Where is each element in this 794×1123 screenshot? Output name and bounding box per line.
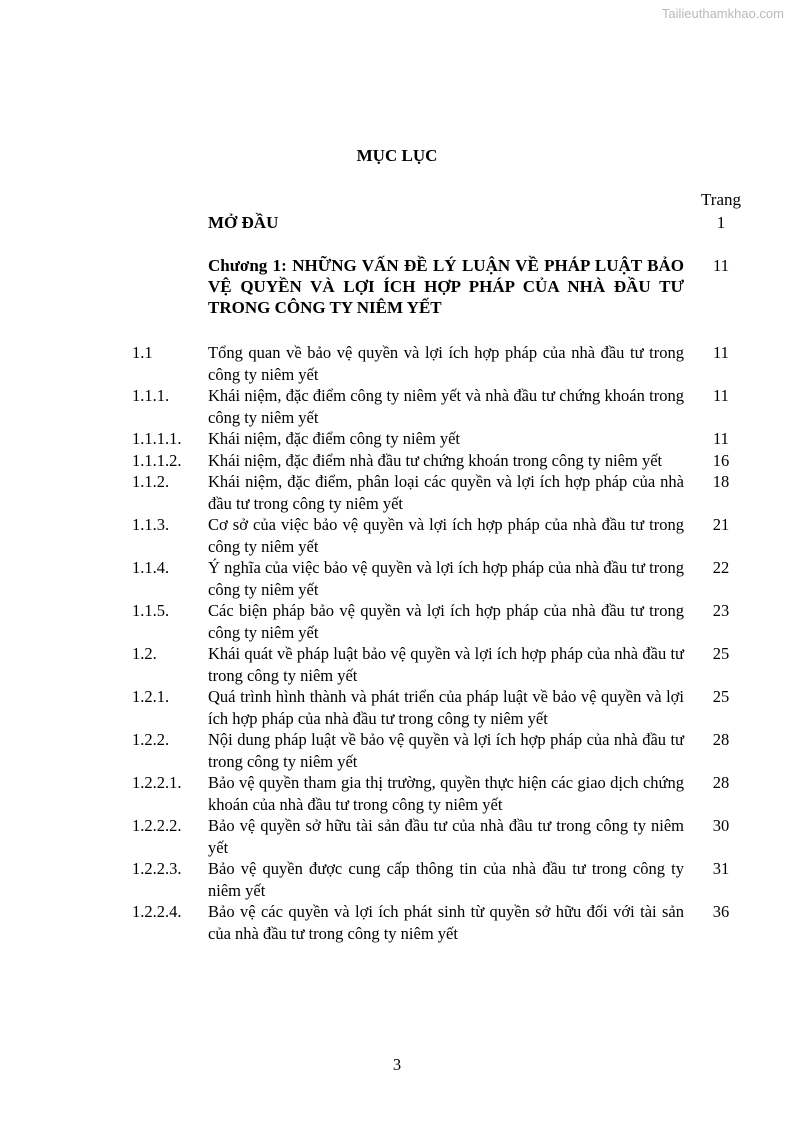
toc-entry-page: 28 — [712, 773, 730, 792]
toc-entry-page: 21 — [712, 515, 730, 534]
toc-entry[interactable] — [0, 815, 794, 858]
watermark: Tailieuthamkhao.com — [661, 6, 784, 21]
toc-entry-number: 1.1.1. — [132, 386, 170, 405]
toc-entry-page: 31 — [712, 859, 730, 878]
toc-entry-number: 1.1.2. — [132, 472, 170, 491]
toc-entry[interactable] — [0, 450, 794, 472]
toc-entry-title: Các biện pháp bảo vệ quyền và lợi ích hợp pháp của nhà đầu tư trong công ty niêm yết — [208, 601, 684, 642]
toc-chapter-label: Chương 1: NHỮNG VẤN ĐỀ LÝ LUẬN VỀ PHÁP LUẬT BẢO VỆ QUYỀN VÀ LỢI ÍCH HỢP PHÁP CỦA NHÀ ĐẦU TƯ TRONG CÔNG TY NIÊM YẾT — [208, 256, 684, 317]
page-title: MỤC LỤC — [356, 146, 438, 165]
toc-entry-page: 25 — [712, 644, 730, 663]
toc-entry-page: 28 — [712, 730, 730, 749]
toc-entry-number: 1.1.5. — [132, 601, 170, 620]
toc-intro-label: MỞ ĐẦU — [208, 213, 279, 232]
page-number: 3 — [392, 1055, 402, 1074]
toc-chapter-page: 11 — [712, 256, 730, 275]
toc-entries — [0, 342, 794, 944]
toc-entry-title: Khái niệm, đặc điểm, phân loại các quyền và lợi ích hợp pháp của nhà đầu tư trong công ty niêm yết — [208, 472, 684, 513]
toc-entry[interactable] — [0, 471, 794, 514]
toc-entry-number: 1.1.1.1. — [132, 429, 182, 448]
toc-intro-page: 1 — [716, 213, 726, 232]
toc-entry-number: 1.2.2.3. — [132, 859, 182, 878]
toc-entry-page: 11 — [713, 429, 729, 448]
toc-entry-page: 11 — [713, 386, 729, 405]
page-column-label: Trang — [701, 190, 741, 209]
toc-entry[interactable] — [0, 643, 794, 686]
toc-entry-title: Nội dung pháp luật về bảo vệ quyền và lợi ích hợp pháp của nhà đầu tư trong công ty niêm yết — [208, 730, 684, 771]
toc-entry[interactable] — [0, 342, 794, 385]
toc-entry-title: Quá trình hình thành và phát triển của pháp luật về bảo vệ quyền và lợi ích hợp pháp của nhà đầu tư trong công ty niêm yết — [208, 687, 684, 728]
toc-entry-title: Bảo vệ các quyền và lợi ích phát sinh từ quyền sở hữu đối với tài sản của nhà đầu tư trong công ty niêm yết — [208, 902, 684, 943]
toc-entry-number: 1.1.4. — [132, 558, 170, 577]
toc-entry-number: 1.2. — [132, 644, 157, 663]
toc-entry-number: 1.1 — [132, 343, 153, 362]
toc-entry-title: Bảo vệ quyền tham gia thị trường, quyền thực hiện các giao dịch chứng khoán của nhà đầu tư trong công ty niêm yết — [208, 773, 684, 814]
toc-entry-page: 30 — [712, 816, 730, 835]
toc-entry[interactable] — [0, 686, 794, 729]
toc-entry-title: Cơ sở của việc bảo vệ quyền và lợi ích hợp pháp của nhà đầu tư trong công ty niêm yết — [208, 515, 684, 556]
toc-entry-title: Khái niệm, đặc điểm công ty niêm yết và nhà đầu tư chứng khoán trong công ty niêm yết — [208, 386, 684, 427]
toc-entry-page: 11 — [713, 343, 729, 362]
toc-entry[interactable] — [0, 858, 794, 901]
toc-entry[interactable] — [0, 557, 794, 600]
toc-entry[interactable] — [0, 600, 794, 643]
toc-entry-number: 1.2.2.1. — [132, 773, 182, 792]
toc-entry-title: Khái niệm, đặc điểm công ty niêm yết — [208, 429, 461, 448]
toc-entry[interactable] — [0, 385, 794, 428]
toc-entry[interactable] — [0, 901, 794, 944]
toc-entry-page: 36 — [712, 902, 730, 921]
toc-entry-page: 22 — [712, 558, 730, 577]
toc-entry[interactable] — [0, 428, 794, 450]
toc-entry-page: 16 — [712, 450, 730, 470]
toc-entry-title: Bảo vệ quyền sở hữu tài sản đầu tư của nhà đầu tư trong công ty niêm yết — [208, 816, 684, 857]
toc-entry-title: Khái niệm, đặc điểm nhà đầu tư chứng khoán trong công ty niêm yết — [208, 450, 663, 470]
toc-entry-number: 1.2.2.4. — [132, 902, 182, 921]
toc-entry-number: 1.2.2.2. — [132, 816, 182, 835]
toc-entry-page: 18 — [712, 472, 730, 491]
toc-entry-title: Bảo vệ quyền được cung cấp thông tin của nhà đầu tư trong công ty niêm yết — [208, 859, 684, 900]
toc-entry-page: 25 — [712, 687, 730, 706]
toc-entry-title: Ý nghĩa của việc bảo vệ quyền và lợi ích hợp pháp của nhà đầu tư trong công ty niêm yết — [208, 558, 684, 599]
toc-entry-title: Tổng quan về bảo vệ quyền và lợi ích hợp pháp của nhà đầu tư trong công ty niêm yết — [208, 343, 684, 384]
toc-entry-number: 1.1.3. — [132, 515, 170, 534]
toc-entry-number: 1.2.2. — [132, 730, 170, 749]
toc-entry[interactable] — [0, 772, 794, 815]
toc-entry[interactable] — [0, 729, 794, 772]
toc-entry-page: 23 — [712, 601, 730, 620]
toc-entry[interactable] — [0, 514, 794, 557]
toc-entry-number: 1.2.1. — [132, 687, 170, 706]
toc-entry-number: 1.1.1.2. — [132, 450, 182, 470]
toc-entry-title: Khái quát về pháp luật bảo vệ quyền và lợi ích hợp pháp của nhà đầu tư trong công ty niêm yết — [208, 644, 684, 685]
